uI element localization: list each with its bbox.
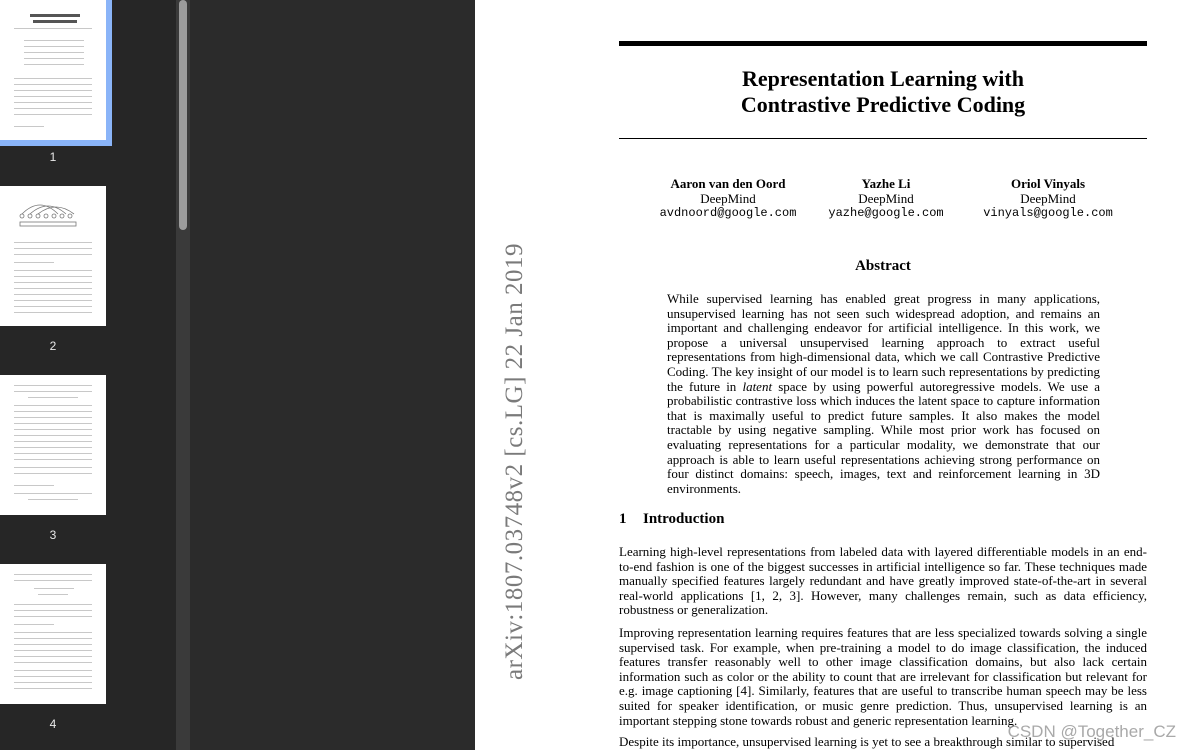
author-email: avdnoord@google.com — [659, 206, 797, 220]
title-top-rule — [619, 41, 1147, 46]
author-affiliation: DeepMind — [1020, 191, 1076, 206]
section-title: Introduction — [643, 511, 725, 527]
author-affiliation: DeepMind — [858, 191, 914, 206]
thumbnail-image — [0, 0, 106, 140]
document-page — [475, 0, 1182, 750]
watermark: CSDN @Together_CZ — [1007, 722, 1176, 741]
author-block — [801, 176, 971, 221]
thumbnail-page-number: 4 — [49, 717, 57, 731]
thumbnail-page-number: 3 — [49, 528, 57, 542]
intro-paragraph: Despite its importance, unsupervised learning is yet to see a breakthrough similar to supervised — [619, 734, 1115, 749]
author-email: vinyals@google.com — [983, 206, 1113, 220]
author-name: Aaron van den Oord — [670, 176, 786, 191]
abstract-text-part: space by using powerful autoregressive models. We use a probabilistic contrastive loss which induces the latent space to capture information that is maximally useful to predict future samples. It also makes the model tractable by using negative sampling. While most prior work has focused on evaluating representations for a particular modality, we demonstrate that our approach is able to learn useful representations achieving strong performance on four distinct domains: speech, images, text and reinforcement learning in 3D environments. — [667, 378, 1101, 496]
author-name: Oriol Vinyals — [1010, 176, 1086, 191]
arxiv-identifier: arXiv:1807.03748v2 [cs.LG] 22 Jan 2019 — [501, 243, 528, 680]
section-heading — [619, 511, 724, 528]
abstract-text — [667, 292, 1100, 496]
thumbnail-image — [0, 564, 106, 704]
title-line-1: Representation Learning with — [742, 66, 1024, 91]
author-block — [963, 176, 1133, 221]
author-affiliation: DeepMind — [700, 191, 756, 206]
thumbnail-image — [0, 186, 106, 326]
abstract-emphasis: latent — [742, 378, 773, 394]
thumbnail-page-number: 2 — [49, 339, 57, 353]
title-bottom-rule — [619, 138, 1147, 139]
intro-paragraph: Learning high-level representations from labeled data with layered differentiable models in an end-to-end fashion is one of the biggest successes in artificial intelligence so far. These techniques made manually specified features largely redundant and have greatly improved state-of-the-art in several real-world applications [1, 2, 3]. However, many challenges remain, such as data efficiency, robustness or generalization. — [619, 544, 1147, 618]
paper-title — [619, 66, 1147, 118]
author-name: Yazhe Li — [861, 176, 911, 191]
sidebar-scrollbar[interactable] — [176, 0, 190, 750]
author-email: yazhe@google.com — [828, 206, 944, 220]
abstract-heading: Abstract — [855, 258, 911, 274]
intro-paragraph: Improving representation learning requires features that are less specialized towards solving a single supervised task. For example, when pre-training a model to do image classification, the induced features transfer reasonably well to other image classification domains, but also lack certain information such as color or the ability to count that are irrelevant for classification but relevant for e.g. image captioning [4]. Similarly, features that are useful to transcribe human speech may be less suited for speaker identification, or music genre prediction. Thus, unsupervised learning is an important stepping stone towards robust and generic representation learning. — [619, 625, 1147, 728]
thumbnail-page-number: 1 — [49, 150, 57, 164]
thumbnail-sidebar — [0, 0, 176, 750]
abstract-text-part: While supervised learning has enabled great progress in many applications, unsupervised learning has not seen such widespread adoption, and remains an important and challenging endeavor for artificial intelligence. In this work, we propose a universal unsupervised learning approach to extract useful representations from high-dimensional data, which we call Contrastive Predictive Coding. The key insight of our model is to learn such representations by predicting the future in — [667, 291, 1100, 394]
thumbnail-image — [0, 375, 106, 515]
scrollbar-thumb[interactable] — [179, 0, 187, 230]
author-block — [643, 176, 813, 221]
title-line-2: Contrastive Predictive Coding — [740, 92, 1026, 117]
viewer-background — [190, 0, 475, 750]
section-number: 1 — [619, 511, 627, 527]
